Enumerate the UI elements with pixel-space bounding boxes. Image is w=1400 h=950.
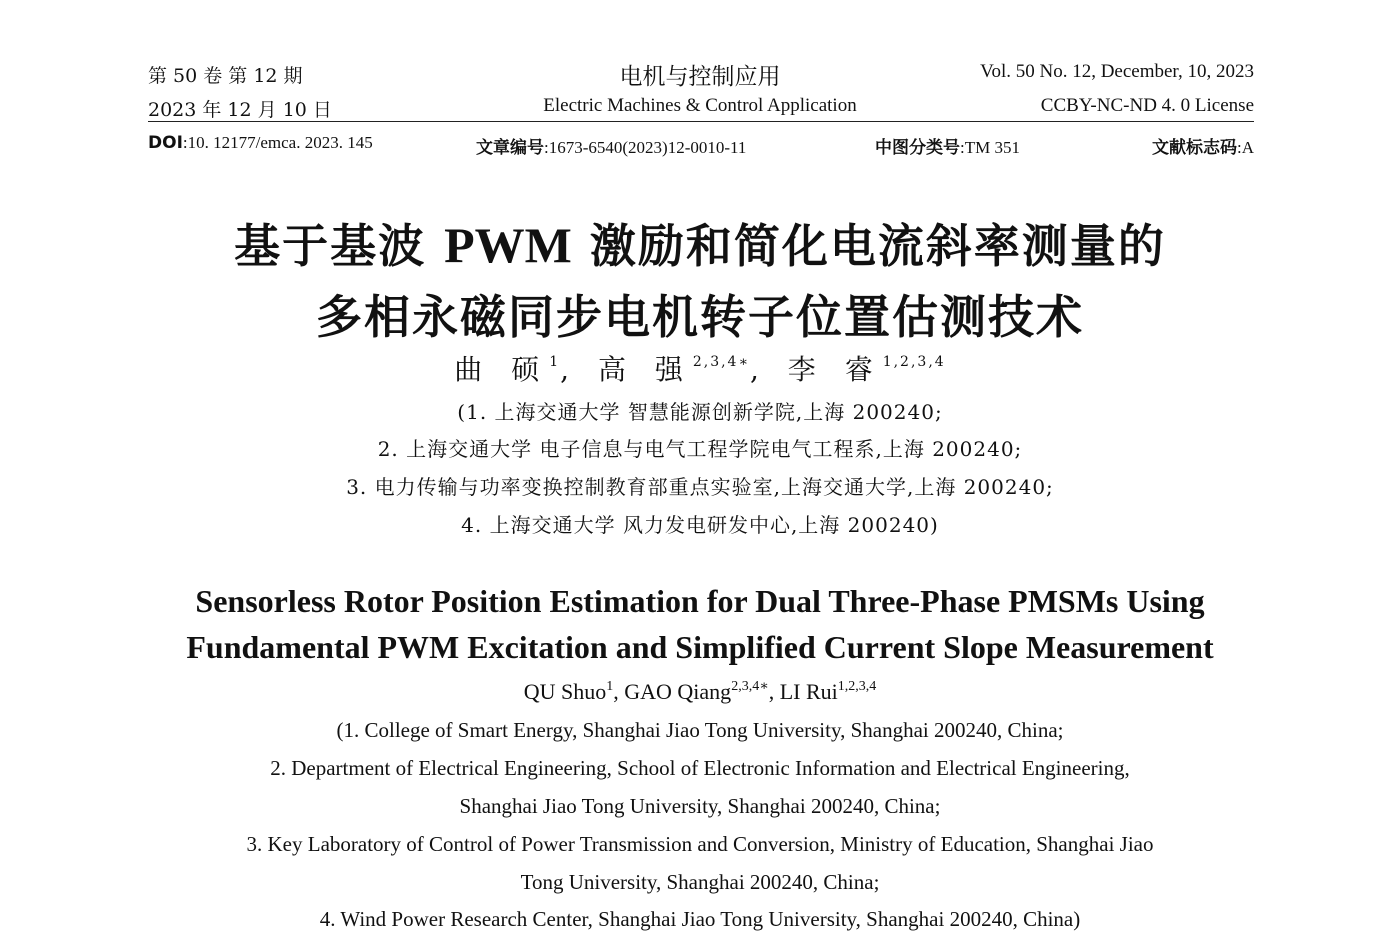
document-code-label: 文献标志码 <box>1152 138 1237 158</box>
doi-label: DOI <box>148 133 183 153</box>
affiliation-en-3a: 3. Key Laboratory of Control of Power Transmission and Conversion, Ministry of Education, Shanghai Jiao <box>246 832 1154 856</box>
title-cn-line1-b: 激励和简化电流斜率测量的 <box>571 219 1166 273</box>
clc-label: 中图分类号 <box>875 138 960 158</box>
author-en-affil: 1 <box>606 679 614 694</box>
author-en-affil: 1,2,3,4 <box>837 679 877 694</box>
author-cn-affil: 1 <box>549 354 561 370</box>
article-number <box>476 133 746 158</box>
clc-number <box>875 133 1020 158</box>
affiliation-en-2b: Shanghai Jiao Tong University, Shanghai 200240, China; <box>459 794 941 818</box>
affiliation-en-3b: Tong University, Shanghai 200240, China; <box>520 870 880 894</box>
author-cn-affil: 1,2,3,4 <box>882 354 946 370</box>
document-code-value: :A <box>1237 138 1254 157</box>
title-cn-line1-a: 基于基波 <box>234 219 445 273</box>
issue-en: Vol. 50 No. 12, December, 10, 2023 <box>980 61 1254 82</box>
affiliation-cn-1: (1. 上海交通大学 智慧能源创新学院,上海 200240; <box>457 400 943 424</box>
article-number-label: 文章编号 <box>476 138 544 158</box>
author-cn: 曲 硕 <box>454 353 550 386</box>
journal-name-cn: 电机与控制应用 <box>619 64 781 90</box>
license: CCBY-NC-ND 4. 0 License <box>1040 95 1254 116</box>
affiliation-en-2a: 2. Department of Electrical Engineering, School of Electronic Information and Electrical Engineering, <box>270 756 1130 780</box>
author-cn-sep: , <box>749 353 769 386</box>
affiliation-en-1: (1. College of Smart Energy, Shanghai Jiao Tong University, Shanghai 200240, China; <box>336 718 1064 742</box>
authors-cn <box>0 348 1400 388</box>
author-cn: 李 睿 <box>787 353 883 386</box>
date-cn: 2023 年 12 月 10 日 <box>148 99 332 121</box>
document-code <box>1152 133 1254 158</box>
affiliation-en-4: 4. Wind Power Research Center, Shanghai Jiao Tong University, Shanghai 200240, China) <box>319 907 1081 931</box>
title-cn-line1 <box>0 210 1400 276</box>
doi-value[interactable]: :10. 12177/emca. 2023. 145 <box>182 133 373 152</box>
doi <box>148 133 373 153</box>
title-en-line2: Fundamental PWM Excitation and Simplified Current Slope Measurement <box>186 629 1214 665</box>
author-en-sep: , <box>768 679 780 704</box>
title-cn-line2: 多相永磁同步电机转子位置估测技术 <box>316 290 1084 344</box>
issue-cn: 第 50 卷 第 12 期 <box>148 65 303 87</box>
affiliation-cn-3: 3. 电力传输与功率变换控制教育部重点实验室,上海交通大学,上海 200240; <box>346 475 1054 499</box>
affiliation-cn-4: 4. 上海交通大学 风力发电研发中心,上海 200240) <box>461 513 939 537</box>
author-en: QU Shuo <box>523 679 607 704</box>
author-en-sep: , <box>613 679 625 704</box>
author-cn: 高 强 <box>597 353 693 386</box>
author-en: GAO Qiang <box>624 679 732 704</box>
author-en: LI Rui <box>779 679 838 704</box>
title-cn-pwm: PWM <box>444 217 572 273</box>
affiliation-cn-2: 2. 上海交通大学 电子信息与电气工程学院电气工程系,上海 200240; <box>377 437 1023 461</box>
header-rule <box>148 121 1254 122</box>
title-en-line1: Sensorless Rotor Position Estimation for Dual Three-Phase PMSMs Using <box>195 583 1205 619</box>
article-number-value: :1673-6540(2023)12-0010-11 <box>544 138 747 157</box>
journal-name-en: Electric Machines & Control Application <box>543 95 857 116</box>
author-en-affil: 2,3,4∗ <box>731 679 769 694</box>
author-cn-affil: 2,3,4∗ <box>692 354 750 370</box>
clc-value: :TM 351 <box>960 138 1020 157</box>
author-cn-sep: , <box>560 353 580 386</box>
authors-en <box>0 678 1400 705</box>
